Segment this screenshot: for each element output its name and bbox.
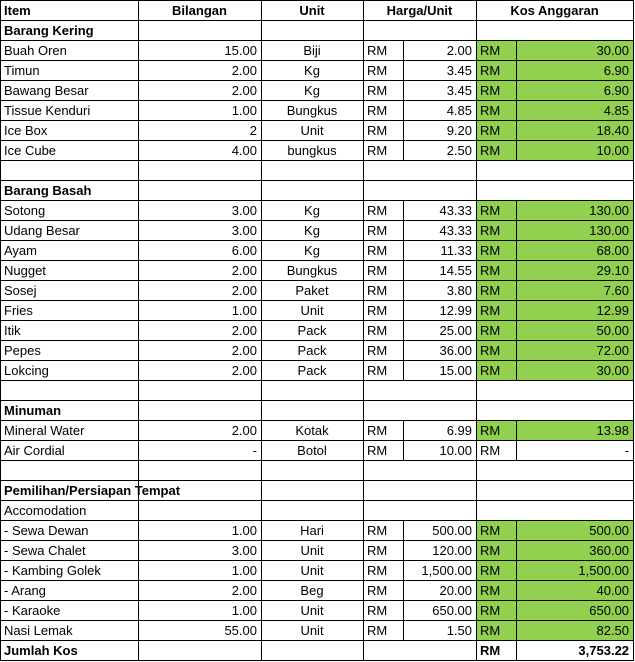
empty-cell[interactable] — [364, 461, 477, 481]
cost-cell[interactable]: 40.00 — [517, 581, 634, 601]
cost-cell[interactable]: 130.00 — [517, 201, 634, 221]
price-cell[interactable]: 650.00 — [404, 601, 477, 621]
unit-cell[interactable]: Pack — [262, 361, 364, 381]
price-cell[interactable]: 10.00 — [404, 441, 477, 461]
table-row — [1, 81, 634, 101]
price-cell[interactable]: 3.45 — [404, 61, 477, 81]
table-row — [1, 341, 634, 361]
cost-cell[interactable]: 29.10 — [517, 261, 634, 281]
item-cell[interactable]: Lokcing — [1, 361, 139, 381]
item-cell[interactable]: Nugget — [1, 261, 139, 281]
item-cell[interactable]: Buah Oren — [1, 41, 139, 61]
cost-currency-cell[interactable]: RM — [477, 121, 517, 141]
price-currency-cell[interactable]: RM — [364, 201, 404, 221]
price-currency-cell[interactable]: RM — [364, 61, 404, 81]
budget-table-body — [1, 1, 634, 661]
empty-cell[interactable] — [477, 501, 634, 521]
price-cell[interactable]: 11.33 — [404, 241, 477, 261]
empty-cell[interactable] — [262, 381, 364, 401]
unit-cell[interactable]: Bungkus — [262, 261, 364, 281]
price-currency-cell[interactable]: RM — [364, 621, 404, 641]
item-cell[interactable]: Bawang Besar — [1, 81, 139, 101]
header-row — [1, 1, 634, 21]
header-quantity[interactable]: Bilangan — [139, 1, 262, 21]
empty-cell[interactable] — [262, 501, 364, 521]
header-item[interactable]: Item — [1, 1, 139, 21]
table-row — [1, 281, 634, 301]
quantity-cell[interactable]: 2.00 — [139, 281, 262, 301]
item-cell[interactable]: Pepes — [1, 341, 139, 361]
cost-cell[interactable]: 6.90 — [517, 81, 634, 101]
price-currency-cell[interactable]: RM — [364, 601, 404, 621]
empty-cell[interactable] — [262, 461, 364, 481]
section-title-venue-label[interactable]: Pemilihan/Persiapan Tempat — [1, 481, 139, 501]
section-subtitle-venue — [1, 501, 634, 521]
unit-cell[interactable]: Paket — [262, 281, 364, 301]
quantity-cell[interactable]: 1.00 — [139, 101, 262, 121]
cost-currency-cell[interactable]: RM — [477, 201, 517, 221]
price-currency-cell[interactable]: RM — [364, 561, 404, 581]
cost-currency-cell[interactable]: RM — [477, 81, 517, 101]
quantity-cell[interactable]: 2.00 — [139, 81, 262, 101]
cost-cell[interactable]: 7.60 — [517, 281, 634, 301]
unit-cell[interactable]: Unit — [262, 301, 364, 321]
price-cell[interactable]: 12.99 — [404, 301, 477, 321]
quantity-cell[interactable]: 1.00 — [139, 521, 262, 541]
quantity-cell[interactable]: 3.00 — [139, 541, 262, 561]
total-currency[interactable]: RM — [477, 641, 517, 661]
price-currency-cell[interactable]: RM — [364, 41, 404, 61]
cost-cell[interactable]: 30.00 — [517, 41, 634, 61]
cost-currency-cell[interactable]: RM — [477, 141, 517, 161]
price-currency-cell[interactable]: RM — [364, 301, 404, 321]
empty-cell[interactable] — [364, 641, 477, 661]
empty-cell[interactable] — [139, 501, 262, 521]
unit-cell[interactable]: Bungkus — [262, 101, 364, 121]
empty-cell[interactable] — [477, 401, 634, 421]
item-cell[interactable]: Nasi Lemak — [1, 621, 139, 641]
quantity-cell[interactable]: 2.00 — [139, 341, 262, 361]
quantity-cell[interactable]: 1.00 — [139, 601, 262, 621]
spacer-row — [1, 461, 634, 481]
table-row — [1, 101, 634, 121]
price-currency-cell[interactable]: RM — [364, 101, 404, 121]
cost-currency-cell[interactable]: RM — [477, 361, 517, 381]
unit-cell[interactable]: Unit — [262, 561, 364, 581]
empty-cell[interactable] — [139, 21, 262, 41]
empty-cell[interactable] — [1, 381, 139, 401]
price-cell[interactable]: 3.80 — [404, 281, 477, 301]
quantity-cell[interactable]: 1.00 — [139, 561, 262, 581]
cost-cell[interactable]: - — [517, 441, 634, 461]
table-row — [1, 261, 634, 281]
cost-currency-cell[interactable]: RM — [477, 321, 517, 341]
empty-cell[interactable] — [477, 181, 634, 201]
price-currency-cell[interactable]: RM — [364, 81, 404, 101]
section-title-dry-label[interactable]: Barang Kering — [1, 21, 139, 41]
item-cell[interactable]: Ayam — [1, 241, 139, 261]
table-row — [1, 361, 634, 381]
price-cell[interactable]: 500.00 — [404, 521, 477, 541]
item-cell[interactable]: - Sewa Dewan — [1, 521, 139, 541]
cost-cell[interactable]: 30.00 — [517, 361, 634, 381]
price-cell[interactable]: 1,500.00 — [404, 561, 477, 581]
table-row — [1, 301, 634, 321]
price-cell[interactable]: 2.50 — [404, 141, 477, 161]
unit-cell[interactable]: Unit — [262, 601, 364, 621]
empty-cell[interactable] — [139, 181, 262, 201]
empty-cell[interactable] — [364, 161, 477, 181]
empty-cell[interactable] — [262, 21, 364, 41]
empty-cell[interactable] — [364, 401, 477, 421]
price-cell[interactable]: 25.00 — [404, 321, 477, 341]
unit-cell[interactable]: Kg — [262, 81, 364, 101]
price-currency-cell[interactable]: RM — [364, 361, 404, 381]
price-cell[interactable]: 4.85 — [404, 101, 477, 121]
cost-currency-cell[interactable]: RM — [477, 281, 517, 301]
empty-cell[interactable] — [477, 381, 634, 401]
cost-cell[interactable]: 6.90 — [517, 61, 634, 81]
section-subtitle-venue-label[interactable]: Accomodation — [1, 501, 139, 521]
cost-currency-cell[interactable]: RM — [477, 301, 517, 321]
table-row — [1, 41, 634, 61]
item-cell[interactable]: Timun — [1, 61, 139, 81]
unit-cell[interactable]: Kotak — [262, 421, 364, 441]
price-currency-cell[interactable]: RM — [364, 581, 404, 601]
cost-currency-cell[interactable]: RM — [477, 341, 517, 361]
price-cell[interactable]: 3.45 — [404, 81, 477, 101]
empty-cell[interactable] — [1, 461, 139, 481]
empty-cell[interactable] — [477, 481, 634, 501]
cost-currency-cell[interactable]: RM — [477, 101, 517, 121]
price-currency-cell[interactable]: RM — [364, 261, 404, 281]
unit-cell[interactable]: bungkus — [262, 141, 364, 161]
table-row — [1, 241, 634, 261]
unit-cell[interactable]: Beg — [262, 581, 364, 601]
section-title-wet-label[interactable]: Barang Basah — [1, 181, 139, 201]
price-cell[interactable]: 2.00 — [404, 41, 477, 61]
cost-cell[interactable]: 4.85 — [517, 101, 634, 121]
quantity-cell[interactable]: 15.00 — [139, 41, 262, 61]
cost-currency-cell[interactable]: RM — [477, 621, 517, 641]
section-title-wet — [1, 181, 634, 201]
unit-cell[interactable]: Kg — [262, 221, 364, 241]
cost-currency-cell[interactable]: RM — [477, 561, 517, 581]
section-title-venue — [1, 481, 634, 501]
quantity-cell[interactable]: 2.00 — [139, 261, 262, 281]
price-currency-cell[interactable]: RM — [364, 521, 404, 541]
section-title-drinks — [1, 401, 634, 421]
quantity-cell[interactable]: 2.00 — [139, 581, 262, 601]
item-cell[interactable]: Ice Cube — [1, 141, 139, 161]
cost-cell[interactable]: 500.00 — [517, 521, 634, 541]
empty-cell[interactable] — [262, 481, 364, 501]
price-currency-cell[interactable]: RM — [364, 281, 404, 301]
unit-cell[interactable]: Unit — [262, 621, 364, 641]
item-cell[interactable]: Ice Box — [1, 121, 139, 141]
price-cell[interactable]: 15.00 — [404, 361, 477, 381]
empty-cell[interactable] — [262, 161, 364, 181]
table-row — [1, 321, 634, 341]
cost-cell[interactable]: 360.00 — [517, 541, 634, 561]
table-row — [1, 421, 634, 441]
quantity-cell[interactable]: 3.00 — [139, 201, 262, 221]
price-cell[interactable]: 36.00 — [404, 341, 477, 361]
item-cell[interactable]: - Karaoke — [1, 601, 139, 621]
item-cell[interactable]: Udang Besar — [1, 221, 139, 241]
cost-currency-cell[interactable]: RM — [477, 241, 517, 261]
price-cell[interactable]: 20.00 — [404, 581, 477, 601]
empty-cell[interactable] — [139, 641, 262, 661]
quantity-cell[interactable]: 2.00 — [139, 421, 262, 441]
empty-cell[interactable] — [262, 181, 364, 201]
quantity-cell[interactable]: 2.00 — [139, 321, 262, 341]
price-cell[interactable]: 43.33 — [404, 201, 477, 221]
cost-cell[interactable]: 12.99 — [517, 301, 634, 321]
price-currency-cell[interactable]: RM — [364, 321, 404, 341]
empty-cell[interactable] — [262, 641, 364, 661]
total-label[interactable]: Jumlah Kos — [1, 641, 139, 661]
cost-cell[interactable]: 1,500.00 — [517, 561, 634, 581]
quantity-cell[interactable]: 3.00 — [139, 221, 262, 241]
price-currency-cell[interactable]: RM — [364, 121, 404, 141]
item-cell[interactable]: Air Cordial — [1, 441, 139, 461]
cost-currency-cell[interactable]: RM — [477, 601, 517, 621]
cost-cell[interactable]: 68.00 — [517, 241, 634, 261]
header-cost[interactable]: Kos Anggaran — [477, 1, 634, 21]
header-unit[interactable]: Unit — [262, 1, 364, 21]
table-row — [1, 581, 634, 601]
empty-cell[interactable] — [477, 461, 634, 481]
empty-cell[interactable] — [139, 461, 262, 481]
empty-cell[interactable] — [364, 481, 477, 501]
price-cell[interactable]: 6.99 — [404, 421, 477, 441]
empty-cell[interactable] — [139, 381, 262, 401]
item-cell[interactable]: - Kambing Golek — [1, 561, 139, 581]
empty-cell[interactable] — [364, 501, 477, 521]
item-cell[interactable]: Sosej — [1, 281, 139, 301]
cost-cell[interactable]: 50.00 — [517, 321, 634, 341]
quantity-cell[interactable]: 55.00 — [139, 621, 262, 641]
empty-cell[interactable] — [364, 21, 477, 41]
table-row — [1, 121, 634, 141]
quantity-cell[interactable]: 4.00 — [139, 141, 262, 161]
cost-cell[interactable]: 650.00 — [517, 601, 634, 621]
table-row — [1, 201, 634, 221]
total-value[interactable]: 3,753.22 — [517, 641, 634, 661]
empty-cell[interactable] — [364, 181, 477, 201]
quantity-cell[interactable]: 2 — [139, 121, 262, 141]
table-row — [1, 441, 634, 461]
item-cell[interactable]: Sotong — [1, 201, 139, 221]
cost-currency-cell[interactable]: RM — [477, 581, 517, 601]
table-row — [1, 601, 634, 621]
unit-cell[interactable]: Hari — [262, 521, 364, 541]
cost-currency-cell[interactable]: RM — [477, 61, 517, 81]
table-row — [1, 521, 634, 541]
cost-currency-cell[interactable]: RM — [477, 441, 517, 461]
table-row — [1, 541, 634, 561]
header-price[interactable]: Harga/Unit — [364, 1, 477, 21]
table-row — [1, 221, 634, 241]
price-cell[interactable]: 120.00 — [404, 541, 477, 561]
item-cell[interactable]: Mineral Water — [1, 421, 139, 441]
unit-cell[interactable]: Unit — [262, 121, 364, 141]
section-title-drinks-label[interactable]: Minuman — [1, 401, 139, 421]
cost-cell[interactable]: 13.98 — [517, 421, 634, 441]
quantity-cell[interactable]: 1.00 — [139, 301, 262, 321]
cost-currency-cell[interactable]: RM — [477, 521, 517, 541]
empty-cell[interactable] — [477, 21, 634, 41]
unit-cell[interactable]: Botol — [262, 441, 364, 461]
cost-currency-cell[interactable]: RM — [477, 261, 517, 281]
price-currency-cell[interactable]: RM — [364, 141, 404, 161]
table-row — [1, 561, 634, 581]
empty-cell[interactable] — [477, 161, 634, 181]
unit-cell[interactable]: Unit — [262, 541, 364, 561]
price-cell[interactable]: 9.20 — [404, 121, 477, 141]
empty-cell[interactable] — [262, 401, 364, 421]
cost-currency-cell[interactable]: RM — [477, 41, 517, 61]
table-row — [1, 621, 634, 641]
unit-cell[interactable]: Pack — [262, 341, 364, 361]
price-currency-cell[interactable]: RM — [364, 441, 404, 461]
empty-cell[interactable] — [139, 401, 262, 421]
cost-cell[interactable]: 18.40 — [517, 121, 634, 141]
item-cell[interactable]: Fries — [1, 301, 139, 321]
empty-cell[interactable] — [1, 161, 139, 181]
price-currency-cell[interactable]: RM — [364, 421, 404, 441]
price-cell[interactable]: 14.55 — [404, 261, 477, 281]
spacer-row — [1, 161, 634, 181]
item-cell[interactable]: - Sewa Chalet — [1, 541, 139, 561]
unit-cell[interactable]: Kg — [262, 201, 364, 221]
unit-cell[interactable]: Kg — [262, 61, 364, 81]
cost-currency-cell[interactable]: RM — [477, 421, 517, 441]
price-currency-cell[interactable]: RM — [364, 541, 404, 561]
cost-cell[interactable]: 72.00 — [517, 341, 634, 361]
item-cell[interactable]: Itik — [1, 321, 139, 341]
price-currency-cell[interactable]: RM — [364, 341, 404, 361]
item-cell[interactable]: - Arang — [1, 581, 139, 601]
table-row — [1, 141, 634, 161]
unit-cell[interactable]: Biji — [262, 41, 364, 61]
price-cell[interactable]: 43.33 — [404, 221, 477, 241]
cost-cell[interactable]: 10.00 — [517, 141, 634, 161]
item-cell[interactable]: Tissue Kenduri — [1, 101, 139, 121]
empty-cell[interactable] — [139, 161, 262, 181]
total-row — [1, 641, 634, 661]
quantity-cell[interactable]: 2.00 — [139, 61, 262, 81]
table-row — [1, 61, 634, 81]
cost-currency-cell[interactable]: RM — [477, 221, 517, 241]
unit-cell[interactable]: Pack — [262, 321, 364, 341]
quantity-cell[interactable]: - — [139, 441, 262, 461]
section-title-dry — [1, 21, 634, 41]
price-currency-cell[interactable]: RM — [364, 241, 404, 261]
spacer-row — [1, 381, 634, 401]
price-currency-cell[interactable]: RM — [364, 221, 404, 241]
cost-cell[interactable]: 130.00 — [517, 221, 634, 241]
empty-cell[interactable] — [364, 381, 477, 401]
quantity-cell[interactable]: 6.00 — [139, 241, 262, 261]
cost-currency-cell[interactable]: RM — [477, 541, 517, 561]
unit-cell[interactable]: Kg — [262, 241, 364, 261]
price-cell[interactable]: 1.50 — [404, 621, 477, 641]
quantity-cell[interactable]: 2.00 — [139, 361, 262, 381]
cost-cell[interactable]: 82.50 — [517, 621, 634, 641]
